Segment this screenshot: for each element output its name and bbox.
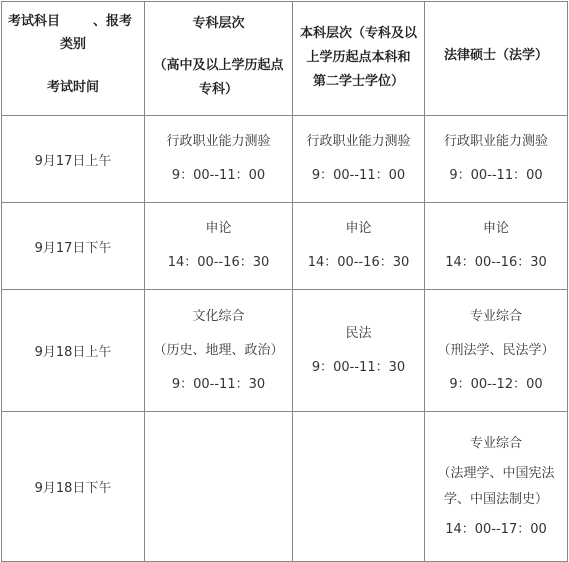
row-date-cell — [2, 412, 145, 562]
header-junior-college-title: 专科层次 — [192, 16, 245, 31]
exam-time: 14：00--16：30 — [307, 255, 410, 270]
table-header-row — [2, 2, 568, 116]
exam-time: 14：00--16：30 — [167, 255, 270, 270]
exam-subject: 专业综合 — [469, 435, 522, 451]
header-junior-college-sub-1: （高中及以上学历起点 — [153, 58, 284, 73]
header-category-label: 类别 — [59, 37, 86, 52]
exam-subject: 申论 — [345, 221, 372, 236]
header-law-master-title: 法律硕士（法学） — [443, 48, 548, 63]
exam-subject: 民法 — [345, 325, 372, 341]
schedule-cell — [293, 290, 425, 412]
exam-subject: 专业综合 — [469, 308, 522, 324]
exam-time: 9：00--11：00 — [449, 168, 543, 183]
header-cell-undergraduate — [293, 2, 425, 116]
exam-date: 9月17日下午 — [34, 240, 112, 256]
exam-date: 9月18日上午 — [34, 345, 112, 360]
exam-subject: 申论 — [482, 221, 509, 236]
schedule-cell — [293, 116, 425, 203]
schedule-cell — [145, 290, 293, 412]
exam-subject: 申论 — [205, 221, 232, 236]
header-undergraduate-line-2: 上学历起点本科和 — [306, 50, 411, 65]
schedule-cell — [145, 203, 293, 290]
header-subject-label: 考试科目 — [8, 14, 61, 29]
schedule-cell — [293, 203, 425, 290]
table-row — [2, 203, 568, 290]
exam-date: 9月18日下午 — [34, 481, 112, 496]
exam-schedule-table — [1, 1, 568, 562]
exam-detail-line-2: 学、中国法制史） — [443, 491, 548, 507]
exam-time: 9：00--11：00 — [311, 168, 406, 183]
header-cell-law-master — [425, 2, 568, 116]
exam-time: 9：00--11：30 — [311, 359, 406, 375]
exam-detail-line-1: （法理学、中国宪法 — [437, 465, 555, 481]
exam-subject: 行政职业能力测验 — [306, 134, 411, 149]
header-undergraduate-line-1: 本科层次（专科及以 — [299, 26, 417, 41]
exam-time: 9：00--12：00 — [449, 376, 543, 392]
header-cell-subject-time — [2, 2, 145, 116]
header-junior-college-sub-2: 专科） — [198, 82, 238, 97]
exam-detail: （历史、地理、政治） — [153, 342, 284, 358]
schedule-cell — [425, 116, 568, 203]
header-cell-junior-college — [145, 2, 293, 116]
empty-cell — [145, 412, 293, 562]
exam-time: 14：00--17：00 — [445, 521, 547, 537]
exam-subject: 行政职业能力测验 — [443, 134, 548, 149]
header-undergraduate-line-3: 第二学士学位） — [312, 74, 404, 89]
schedule-cell — [425, 290, 568, 412]
schedule-cell — [425, 203, 568, 290]
exam-detail: （刑法学、民法学） — [437, 342, 555, 358]
header-exam-time-label: 考试时间 — [46, 80, 99, 95]
exam-subject: 行政职业能力测验 — [166, 134, 271, 149]
row-date-cell — [2, 290, 145, 412]
table-row — [2, 290, 568, 412]
row-date-cell — [2, 203, 145, 290]
exam-time: 9：00--11：30 — [171, 376, 266, 392]
header-apply-label: 、报考 — [92, 14, 132, 29]
row-date-cell — [2, 116, 145, 203]
schedule-cell — [145, 116, 293, 203]
exam-time: 9：00--11：00 — [171, 168, 266, 183]
schedule-cell — [425, 412, 568, 562]
empty-cell — [293, 412, 425, 562]
exam-subject: 文化综合 — [192, 308, 245, 324]
exam-date: 9月17日上午 — [34, 153, 112, 169]
table-row — [2, 116, 568, 203]
exam-time: 14：00--16：30 — [445, 255, 547, 270]
table-row — [2, 412, 568, 562]
